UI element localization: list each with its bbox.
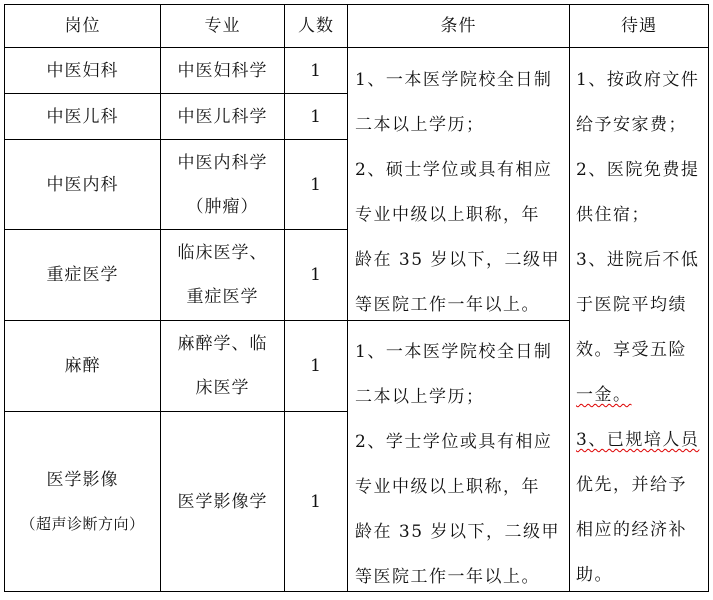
count-cell: 1 — [310, 106, 322, 127]
header-count: 人数 — [298, 16, 334, 36]
table-border-right — [708, 4, 709, 592]
post-cell: 中医内科 — [46, 174, 119, 195]
major-cell: 中医儿科学 — [177, 106, 268, 127]
column-divider — [569, 4, 570, 592]
conditions-cell: 1、一本医学院校全日制 二本以上学历； 2、硕士学位或具有相应 专业中级以上职称，年 龄在 35 岁以下，二级甲 等医院工作一年以上。 — [355, 70, 560, 315]
major-cell: 中医内科学 （肿瘤） — [177, 152, 268, 217]
count-cell: 1 — [310, 491, 322, 512]
column-divider — [347, 4, 348, 592]
count-cell: 1 — [310, 174, 322, 195]
header-benefits: 待遇 — [621, 16, 657, 36]
count-cell: 1 — [310, 265, 322, 285]
post-cell: 麻醉 — [64, 356, 101, 376]
header-conditions: 条件 — [440, 16, 477, 36]
major-cell: 麻醉学、临 床医学 — [177, 334, 268, 398]
post-cell: 中医妇科 — [46, 60, 119, 81]
major-cell: 中医妇科学 — [177, 60, 268, 81]
major-cell: 医学影像学 — [177, 491, 268, 512]
header-post: 岗位 — [64, 16, 101, 36]
post-cell: 中医儿科 — [46, 106, 119, 127]
post-cell: 重症医学 — [46, 265, 119, 285]
benefits-cell: 1、按政府文件 给予安家费； 2、医院免费提 供住宿； 3、进院后不低 于医院平均绩 效。享受五险 一金。 3、已规培人员 优先，并给予 相应的经济补 助。 — [576, 70, 700, 585]
count-cell: 1 — [310, 356, 322, 376]
post-cell: 医学影像 （超声诊断方向） — [20, 469, 145, 533]
count-cell: 1 — [310, 60, 322, 81]
major-cell: 临床医学、 重症医学 — [177, 243, 268, 307]
conditions-cell: 1、一本医学院校全日制 二本以上学历； 2、学士学位或具有相应 专业中级以上职称，年 龄在 35 岁以下，二级甲 等医院工作一年以上。 — [355, 342, 560, 587]
header-major: 专业 — [204, 16, 241, 36]
